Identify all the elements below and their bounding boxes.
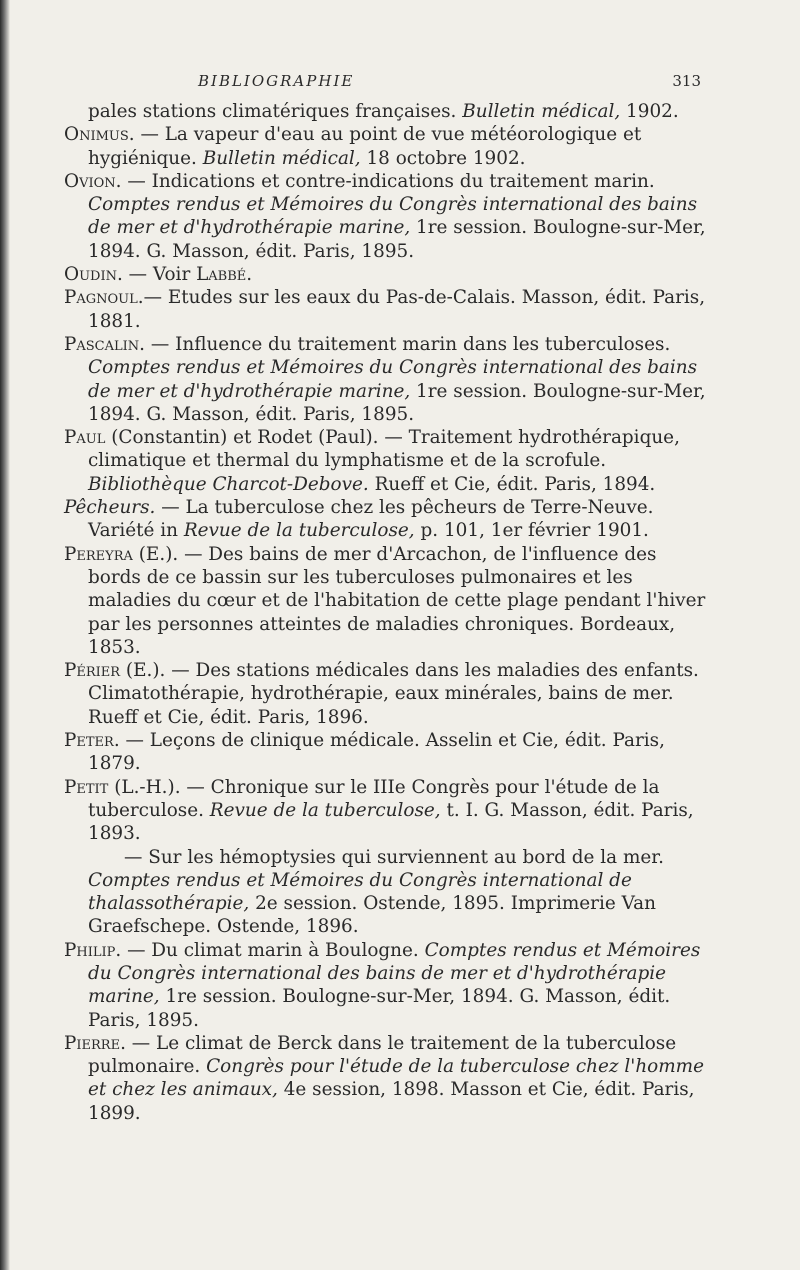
- entry-author: Pascalin.: [64, 333, 145, 355]
- entry-author: Périer: [64, 660, 121, 682]
- bibliography-body: [64, 100, 706, 1125]
- entry-author: Petit: [64, 776, 109, 798]
- entry-author: Onimus.: [64, 124, 135, 146]
- bibliography-entry: Petit (L.-H.). — Chronique sur le IIIe Congrès pour l'étude de la tuberculose. Revue de la tuberculose, t. I. G. Masson, édit. Paris, 1893.: [64, 776, 694, 845]
- bibliography-entry: Oudin. — Voir Labbé.: [64, 264, 253, 286]
- bibliography-entry: Pierre. — Le climat de Berck dans le traitement de la tuberculose pulmonaire. Congrès pour l'étude de la tuberculose chez l'homme et chez les animaux, 4e session, 1898. Masson et Cie, édit. Paris, 1899.: [64, 1032, 704, 1124]
- entry-author: Pereyra: [64, 543, 133, 565]
- page-number: 313: [672, 72, 701, 90]
- bibliography-entry: Onimus. — La vapeur d'eau au point de vue météorologique et hygiénique. Bulletin médical, 18 octobre 1902.: [64, 124, 642, 169]
- entry-author: Peter.: [64, 730, 120, 752]
- bibliography-entry: Paul (Constantin) et Rodet (Paul). — Traitement hydrothérapique, climatique et thermal du lymphatisme et de la scrofule. Bibliothèque Charcot-Debove. Rueff et Cie, édit. Paris, 1894.: [64, 427, 680, 495]
- entry-author: Pagnoul.: [64, 287, 144, 309]
- entry-author: Philip.: [64, 939, 122, 961]
- entry-author: Paul: [64, 427, 106, 449]
- bibliography-entry: Pagnoul.— Etudes sur les eaux du Pas-de-Calais. Masson, édit. Paris, 1881.: [64, 287, 706, 332]
- bibliography-entry: Pereyra (E.). — Des bains de mer d'Arcachon, de l'influence des bords de ce bassin sur les tuberculoses pulmonaires et les maladies du cœur et de l'habitation de cette plage pendant l'hiver par les personnes atteintes de maladies chroniques. Bordeaux, 1853.: [64, 543, 706, 658]
- page-header: [0, 72, 800, 96]
- entry-author: Oudin.: [64, 264, 123, 286]
- entry-author: Ovion.: [64, 170, 122, 192]
- running-head: BIBLIOGRAPHIE: [198, 72, 355, 90]
- entry-author: Pierre.: [64, 1032, 126, 1054]
- bibliography-entry: Pascalin. — Influence du traitement marin dans les tuberculoses. Comptes rendus et Mémoires du Congrès international des bains de mer et d'hydrothérapie marine, 1re session. Boulogne-sur-Mer, 1894. G. Masson, édit. Paris, 1895.: [64, 333, 706, 425]
- bibliography-entry: Pêcheurs. — La tuberculose chez les pêcheurs de Terre-Neuve. Variété in Revue de la tuberculose, p. 101, 1er février 1901.: [64, 497, 654, 542]
- page-binding-edge: [0, 0, 10, 1270]
- bibliography-entry: Peter. — Leçons de clinique médicale. Asselin et Cie, édit. Paris, 1879.: [64, 730, 665, 775]
- bibliography-entry: Philip. — Du climat marin à Boulogne. Comptes rendus et Mémoires du Congrès international des bains de mer et d'hydrothérapie marine, 1re session. Boulogne-sur-Mer, 1894. G. Masson, édit. Paris, 1895.: [64, 939, 701, 1031]
- bibliography-entry: Ovion. — Indications et contre-indications du traitement marin. Comptes rendus et Mémoires du Congrès international des bains de mer et d'hydrothérapie marine, 1re session. Boulogne-sur-Mer, 1894. G. Masson, édit. Paris, 1895.: [64, 170, 706, 262]
- bibliography-entry: — Sur les hémoptysies qui surviennent au bord de la mer. Comptes rendus et Mémoires du Congrès international de thalassothérapie, 2e session. Ostende, 1895. Imprimerie Van Graefschepe. Ostende, 1896.: [88, 846, 664, 938]
- bibliography-entry: Périer (E.). — Des stations médicales dans les maladies des enfants. Climatothérapie, hydrothérapie, eaux minérales, bains de mer. Rueff et Cie, édit. Paris, 1896.: [64, 660, 699, 728]
- bibliography-entry: pales stations climatériques françaises. Bulletin médical, 1902.: [88, 101, 679, 122]
